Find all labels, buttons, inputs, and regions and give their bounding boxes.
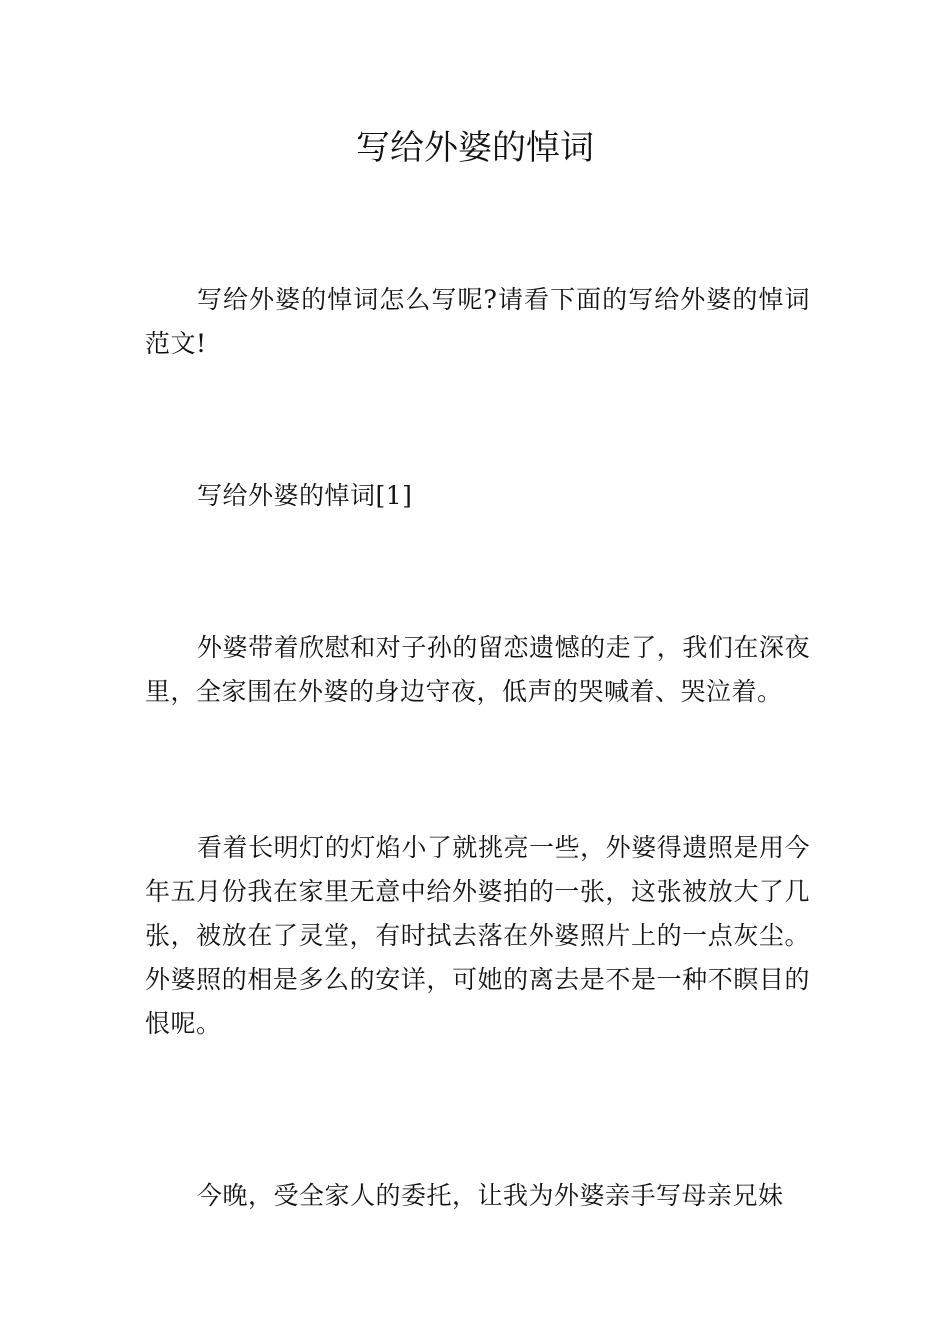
body-paragraph-2: 看着长明灯的灯焰小了就挑亮一些，外婆得遗照是用今年五月份我在家里无意中给外婆拍的一张，这张被放大了几张，被放在了灵堂，有时拭去落在外婆照片上的一点灰尘。外婆照的相是多么的安详，可她的离去是不是一种不瞑目的恨呢。 [145, 833, 810, 1038]
body-paragraph-1: 外婆带着欣慰和对子孙的留恋遗憾的走了，我们在深夜里，全家围在外婆的身边守夜，低声的哭喊着、哭泣着。 [145, 633, 810, 706]
intro-paragraph: 写给外婆的悼词怎么写呢?请看下面的写给外婆的悼词范文! [145, 285, 810, 358]
body-paragraph-3: 今晚，受全家人的委托，让我为外婆亲手写母亲兄妹 [197, 1181, 784, 1210]
document-title: 写给外婆的悼词 [356, 128, 594, 168]
section-heading: 写给外婆的悼词[1] [197, 481, 413, 510]
